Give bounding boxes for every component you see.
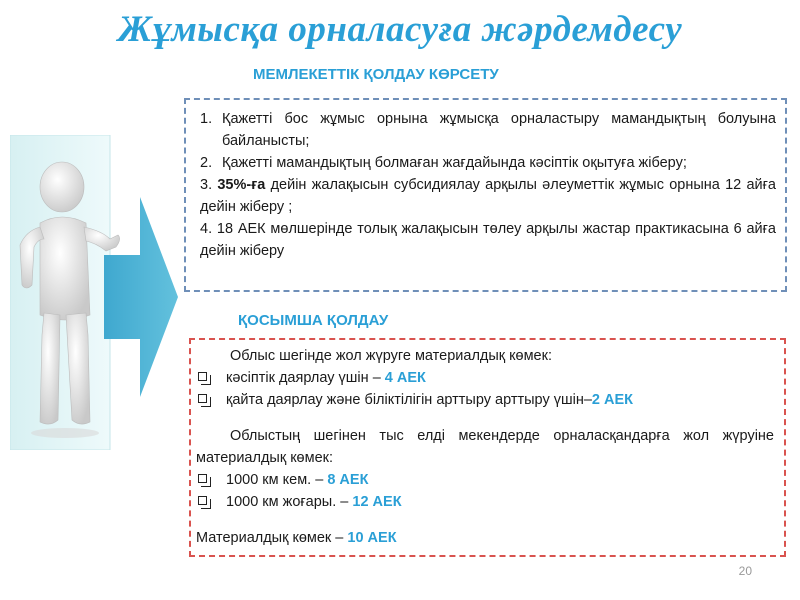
item-highlight: 35%-ға	[217, 177, 266, 193]
intro-text: Облыстың шегінен тыс елді мекендерде орналасқандарға жол жүруіне материалдық көмек:	[196, 428, 774, 466]
slide-title: Жұмысқа орналасуға жәрдемдесу	[118, 9, 683, 50]
list-item	[196, 469, 774, 491]
additional-support-heading: ҚОСЫМША ҚОЛДАУ	[238, 312, 389, 329]
item-text: Қажетті бос жұмыс орнына жұмысқа орналастыру мамандықтың болуына байланысты;	[222, 111, 776, 149]
list-item	[196, 491, 774, 513]
item-text: дейін жалақысын субсидиялау арқылы әлеуметтік жұмыс орнына 12 айға дейін жіберу ;	[200, 177, 777, 215]
item-text: Қажетті мамандықтың болмаған жағдайында кәсіптік оқытуға жіберу;	[222, 155, 687, 171]
item-number: 1.	[200, 111, 213, 127]
list-item	[196, 367, 774, 389]
aek-value: 4 АЕК	[384, 370, 426, 386]
page-number: 20	[738, 564, 752, 578]
checkbox-bullet-icon	[198, 394, 207, 403]
item-prefix: 3.	[200, 177, 218, 193]
aek-value: 12 АЕК	[352, 494, 402, 510]
checkbox-bullet-icon	[198, 496, 207, 505]
checkbox-bullet-icon	[198, 474, 207, 483]
intro-text: Облыс шегінде жол жүруге материалдық көмек:	[230, 348, 552, 364]
list-item	[194, 108, 776, 152]
checkbox-bullet-icon	[198, 372, 207, 381]
item-text: 1000 км жоғары. –	[226, 494, 353, 510]
item-text: 1000 км кем. –	[226, 472, 328, 488]
item-text: кәсіптік даярлау үшін –	[226, 370, 385, 386]
figure-with-arrow-illustration	[10, 135, 180, 450]
aek-value: 10 АЕК	[347, 530, 397, 546]
summary-text: Материалдық көмек –	[196, 530, 348, 546]
list-item	[194, 152, 776, 174]
item-text: 4. 18 АЕК мөлшерінде толық жалақысын төлеу арқылы жастар практикасына 6 айға дейін жіберу	[200, 221, 776, 259]
aek-value: 8 АЕК	[327, 472, 369, 488]
state-support-list	[194, 108, 776, 262]
list-item	[194, 218, 776, 262]
state-support-heading: МЕМЛЕКЕТТІК ҚОЛДАУ КӨРСЕТУ	[253, 66, 499, 83]
additional-support-list	[196, 345, 774, 549]
material-aid-summary	[196, 527, 774, 549]
arrow-icon	[104, 197, 178, 397]
list-item	[194, 174, 776, 218]
aek-value: 2 АЕК	[591, 392, 633, 408]
item-text: қайта даярлау және біліктілігін арттыру арттыру үшін–	[226, 392, 592, 408]
list-item	[196, 389, 774, 411]
item-number: 2.	[200, 155, 213, 171]
